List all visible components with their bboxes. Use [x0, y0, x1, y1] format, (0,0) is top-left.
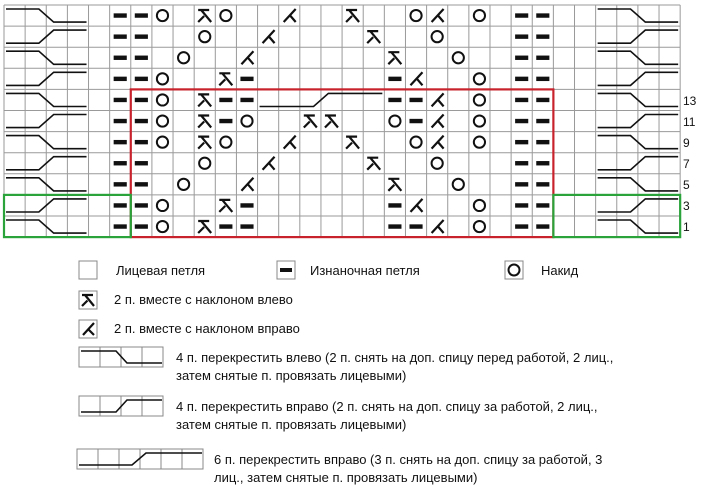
purl-symbol — [240, 203, 253, 207]
chart-grid — [0, 0, 704, 245]
k2tog-left-symbol — [198, 221, 211, 233]
purl-symbol — [536, 140, 549, 144]
purl-symbol — [240, 77, 253, 81]
yarn-over-symbol — [474, 115, 485, 126]
purl-symbol — [114, 161, 127, 165]
row-number-5: 5 — [683, 178, 690, 192]
legend-yarn-over-label: Накид — [541, 263, 579, 278]
row-number-11: 11 — [683, 115, 696, 129]
purl-symbol — [536, 203, 549, 207]
purl-symbol — [515, 182, 528, 186]
purl-symbol — [515, 13, 528, 17]
purl-symbol — [536, 182, 549, 186]
purl-symbol — [409, 119, 422, 123]
purl-symbol — [515, 224, 528, 228]
yarn-over-symbol — [474, 73, 485, 84]
k2tog-right-symbol — [432, 115, 444, 128]
purl-symbol — [388, 224, 401, 228]
purl-symbol — [388, 77, 401, 81]
yarn-over-symbol — [474, 200, 485, 211]
k2tog-left-symbol — [219, 73, 232, 85]
yarn-over-symbol — [220, 10, 231, 21]
purl-symbol — [536, 224, 549, 228]
purl-symbol — [135, 98, 148, 102]
k2tog-right-symbol — [241, 51, 253, 64]
legend-knit-label: Лицевая петля — [116, 263, 206, 278]
purl-symbol — [536, 56, 549, 60]
k2tog-left-symbol — [198, 137, 211, 149]
k2tog-right-symbol — [284, 136, 296, 149]
purl-symbol — [219, 119, 232, 123]
yarn-over-symbol — [178, 52, 189, 63]
purl-symbol — [114, 13, 127, 17]
yarn-over-symbol — [474, 137, 485, 148]
legend-purl-label: Изнаночная петля — [310, 263, 420, 278]
legend-k2tog-right-label: 2 п. вместе с наклоном вправо — [114, 321, 300, 336]
yarn-over-icon — [504, 260, 526, 282]
cross-4-left-icon — [78, 346, 166, 370]
k2tog-right-symbol — [241, 178, 253, 191]
yarn-over-symbol — [432, 31, 443, 42]
yarn-over-symbol — [178, 179, 189, 190]
purl-symbol — [135, 77, 148, 81]
purl-symbol — [114, 203, 127, 207]
k2tog-right-symbol — [284, 9, 296, 22]
yarn-over-symbol — [474, 10, 485, 21]
purl-symbol — [114, 182, 127, 186]
purl-symbol — [135, 140, 148, 144]
purl-symbol — [536, 119, 549, 123]
k2tog-right-icon — [78, 319, 100, 341]
k2tog-left-symbol — [388, 179, 401, 191]
k2tog-left-symbol — [198, 94, 211, 106]
purl-symbol — [135, 119, 148, 123]
legend-cross-4-left-label: 4 п. перекрестить влево (2 п. снять на доп. спицу перед работой, 2 лиц., затем снятые п. провязать лицевыми) — [176, 350, 614, 383]
yarn-over-symbol — [157, 94, 168, 105]
row-number-3: 3 — [683, 199, 690, 213]
row-number-1: 1 — [683, 220, 690, 234]
purl-symbol — [240, 224, 253, 228]
purl-symbol — [536, 161, 549, 165]
purl-symbol — [114, 140, 127, 144]
k2tog-left-symbol — [388, 52, 401, 64]
yarn-over-symbol — [241, 115, 252, 126]
legend-cross-4-right-label: 4 п. перекрестить вправо (2 п. снять на доп. спицу за работой, 2 лиц., затем снятые п. провязать лицевыми) — [176, 399, 598, 432]
yarn-over-symbol — [157, 221, 168, 232]
purl-symbol — [135, 224, 148, 228]
k2tog-right-symbol — [432, 220, 444, 233]
purl-symbol — [240, 98, 253, 102]
yarn-over-symbol — [157, 10, 168, 21]
yarn-over-symbol — [157, 73, 168, 84]
purl-symbol — [515, 98, 528, 102]
k2tog-left-symbol — [367, 158, 380, 170]
k2tog-right-symbol — [263, 30, 275, 43]
row-number-13: 13 — [683, 94, 697, 108]
yarn-over-symbol — [220, 137, 231, 148]
purl-symbol — [536, 13, 549, 17]
cross-6-right-icon — [76, 448, 206, 472]
purl-symbol — [515, 161, 528, 165]
purl-symbol — [135, 56, 148, 60]
k2tog-right-symbol — [410, 199, 422, 212]
knit-stitch-icon — [78, 260, 100, 282]
purl-symbol — [515, 77, 528, 81]
yarn-over-symbol — [474, 221, 485, 232]
purl-symbol — [219, 224, 232, 228]
yarn-over-symbol — [157, 137, 168, 148]
purl-symbol — [515, 203, 528, 207]
purl-symbol — [536, 77, 549, 81]
yarn-over-symbol — [157, 200, 168, 211]
purl-symbol — [409, 98, 422, 102]
row-number-9: 9 — [683, 136, 690, 150]
purl-symbol — [515, 140, 528, 144]
purl-symbol — [135, 34, 148, 38]
k2tog-left-symbol — [367, 31, 380, 43]
k2tog-left-symbol — [346, 137, 359, 149]
yarn-over-symbol — [199, 31, 210, 42]
purl-symbol — [219, 98, 232, 102]
purl-symbol — [135, 161, 148, 165]
k2tog-left-symbol — [325, 116, 338, 128]
purl-symbol — [536, 98, 549, 102]
purl-symbol — [388, 98, 401, 102]
yarn-over-symbol — [453, 179, 464, 190]
k2tog-left-symbol — [304, 116, 317, 128]
yarn-over-symbol — [157, 115, 168, 126]
purl-symbol — [388, 203, 401, 207]
k2tog-left-symbol — [198, 116, 211, 128]
k2tog-right-symbol — [410, 72, 422, 85]
yarn-over-symbol — [474, 94, 485, 105]
legend-k2tog-left-label: 2 п. вместе с наклоном влево — [114, 292, 293, 307]
yarn-over-symbol — [199, 158, 210, 169]
purl-symbol — [409, 224, 422, 228]
cross-4-right-icon — [78, 395, 166, 419]
k2tog-right-symbol — [263, 157, 275, 170]
yarn-over-symbol — [410, 10, 421, 21]
k2tog-left-icon — [78, 290, 100, 312]
row-number-7: 7 — [683, 157, 690, 171]
k2tog-right-symbol — [432, 9, 444, 22]
k2tog-right-symbol — [432, 93, 444, 106]
purl-symbol — [515, 34, 528, 38]
purl-symbol — [135, 13, 148, 17]
purl-symbol — [114, 77, 127, 81]
purl-symbol — [135, 182, 148, 186]
purl-symbol — [114, 224, 127, 228]
k2tog-left-symbol — [219, 200, 232, 212]
purl-symbol — [114, 56, 127, 60]
legend-cross-6-right-label: 6 п. перекрестить вправо (3 п. снять на доп. спицу за работой, 3 лиц., затем снятые п. провязать лицевыми) — [214, 452, 603, 485]
yarn-over-symbol — [432, 158, 443, 169]
yarn-over-symbol — [410, 137, 421, 148]
yarn-over-symbol — [389, 115, 400, 126]
k2tog-left-symbol — [346, 10, 359, 22]
k2tog-right-symbol — [432, 136, 444, 149]
knitting-chart — [0, 0, 704, 245]
purl-symbol — [114, 34, 127, 38]
purl-symbol — [536, 34, 549, 38]
purl-symbol — [135, 203, 148, 207]
k2tog-left-symbol — [198, 10, 211, 22]
purl-stitch-icon — [276, 260, 298, 282]
purl-symbol — [114, 98, 127, 102]
purl-symbol — [114, 119, 127, 123]
yarn-over-symbol — [453, 52, 464, 63]
purl-symbol — [515, 56, 528, 60]
purl-symbol — [515, 119, 528, 123]
